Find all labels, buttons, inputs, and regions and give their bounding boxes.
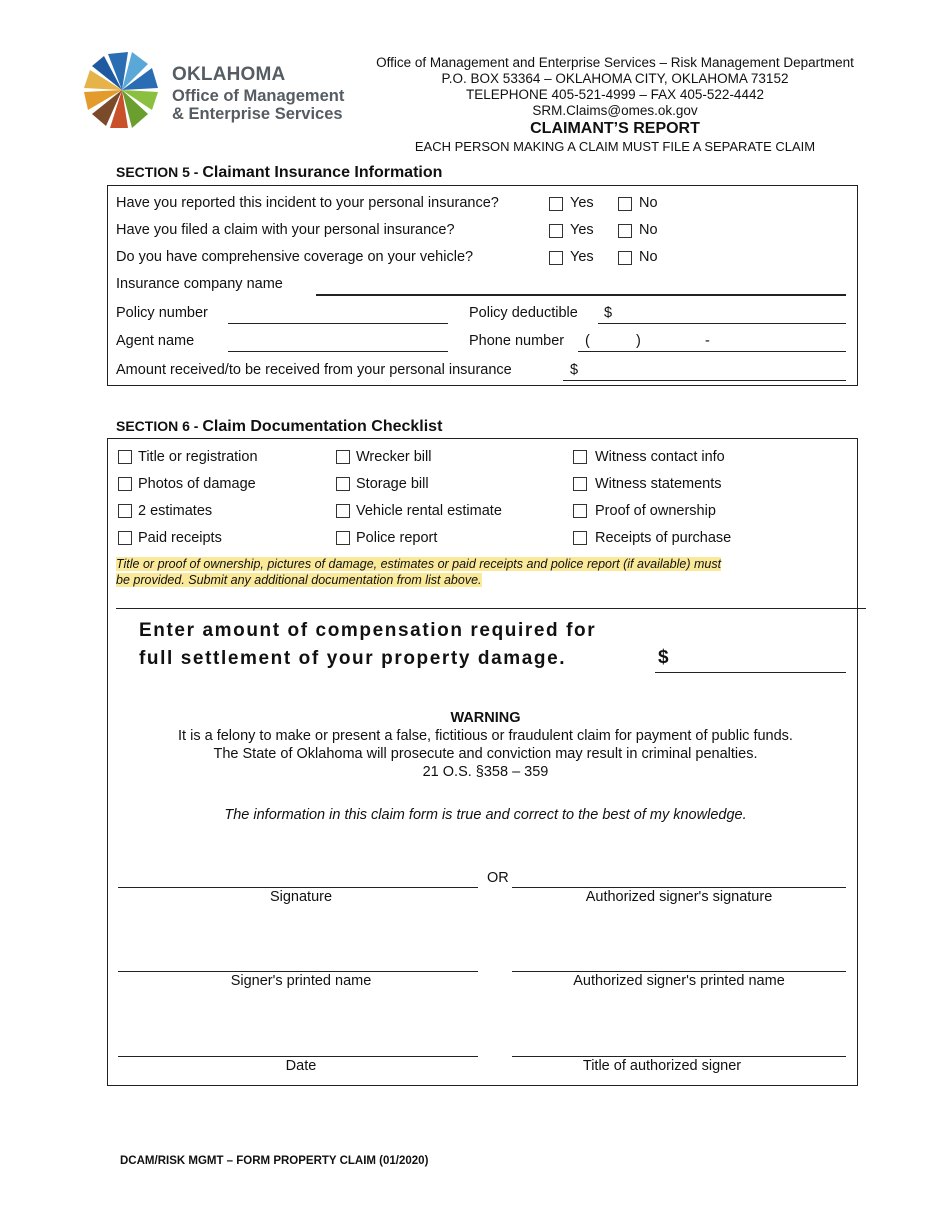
q2-no-checkbox[interactable]	[618, 224, 632, 238]
q3-yes-checkbox[interactable]	[549, 251, 563, 265]
checklist-item: 2 estimates	[138, 503, 213, 519]
amount-received-dollar: $	[570, 362, 579, 378]
printed-name-label: Signer's printed name	[230, 973, 372, 989]
documentation-note-line1: Title or proof of ownership, pictures of damage, estimates or paid receipts and police report (if available) must	[116, 557, 722, 571]
q2-yes-checkbox[interactable]	[549, 224, 563, 238]
checklist-title-registration-checkbox[interactable]	[118, 450, 132, 464]
section6-heading	[116, 418, 442, 436]
warning-line1: It is a felony to make or present a false, fictitious or fraudulent claim for payment of public funds.	[178, 728, 793, 744]
form-footer: DCAM/RISK MGMT – FORM PROPERTY CLAIM (01/2020)	[120, 1155, 429, 1167]
checklist-paid-receipts-checkbox[interactable]	[118, 531, 132, 545]
insurance-company-label: Insurance company name	[116, 276, 283, 292]
checklist-item: Receipts of purchase	[595, 530, 732, 546]
checklist-proof-ownership-checkbox[interactable]	[573, 504, 587, 518]
policy-deductible-label: Policy deductible	[469, 305, 578, 321]
checklist-item: Police report	[356, 530, 438, 546]
checklist-item: Vehicle rental estimate	[356, 503, 502, 519]
section5-heading	[116, 164, 442, 182]
checklist-item: Witness contact info	[595, 449, 725, 465]
or-label: OR	[487, 870, 509, 886]
phone-open-paren: (	[585, 333, 590, 349]
auth-printed-name-field[interactable]	[512, 971, 846, 972]
q1-yes-checkbox[interactable]	[549, 197, 563, 211]
printed-name-field[interactable]	[118, 971, 478, 972]
q3-yes-label: Yes	[570, 249, 594, 265]
auth-title-field[interactable]	[512, 1056, 846, 1057]
section6-title: Claim Documentation Checklist	[202, 418, 443, 435]
phone-number-label: Phone number	[469, 333, 565, 349]
logo-text-office: Office of Management	[172, 87, 345, 105]
signature-label: Signature	[269, 889, 333, 905]
auth-title-label: Title of authorized signer	[582, 1058, 742, 1074]
q2-no-label: No	[639, 222, 658, 238]
amount-received-label: Amount received/to be received from your personal insurance	[116, 362, 512, 378]
checklist-item: Paid receipts	[138, 530, 222, 546]
logo-text-enterprise: & Enterprise Services	[172, 105, 343, 123]
policy-deductible-field[interactable]	[598, 323, 846, 324]
logo-text-oklahoma: OKLAHOMA	[172, 64, 286, 85]
date-field[interactable]	[118, 1056, 478, 1057]
header-address: P.O. BOX 53364 – OKLAHOMA CITY, OKLAHOMA 73152	[441, 71, 789, 86]
auth-signature-label: Authorized signer's signature	[585, 889, 773, 905]
section6-prefix: SECTION 6 -	[116, 418, 203, 434]
checklist-receipts-purchase-checkbox[interactable]	[573, 531, 587, 545]
header-phone: TELEPHONE 405-521-4999 – FAX 405-522-4442	[466, 87, 764, 102]
phone-dash: -	[705, 333, 710, 349]
header-dept: Office of Management and Enterprise Services – Risk Management Department	[376, 55, 854, 70]
warning-line3: 21 O.S. §358 – 359	[422, 764, 549, 780]
amount-received-field[interactable]	[563, 380, 846, 381]
warning-title: WARNING	[450, 710, 521, 726]
q1-label: Have you reported this incident to your personal insurance?	[116, 195, 499, 211]
omes-logo	[82, 50, 362, 130]
documentation-note	[116, 556, 816, 588]
auth-signature-field[interactable]	[512, 887, 846, 888]
policy-deductible-dollar: $	[604, 305, 613, 321]
policy-number-field[interactable]	[228, 323, 448, 324]
checklist-item: Photos of damage	[138, 476, 256, 492]
q1-no-checkbox[interactable]	[618, 197, 632, 211]
checklist-item: Proof of ownership	[595, 503, 716, 519]
form-subtitle: EACH PERSON MAKING A CLAIM MUST FILE A SEPARATE CLAIM	[414, 139, 816, 154]
compensation-dollar: $	[658, 647, 669, 668]
form-title: CLAIMANT’S REPORT	[530, 120, 700, 137]
compensation-line1: Enter amount of compensation required for	[139, 620, 597, 641]
phone-close-paren: )	[636, 333, 641, 349]
checklist-item: Witness statements	[595, 476, 722, 492]
q3-no-label: No	[639, 249, 658, 265]
checklist-item: Storage bill	[356, 476, 429, 492]
documentation-note-line2: be provided. Submit any additional documentation from list above.	[116, 573, 482, 587]
policy-number-label: Policy number	[116, 305, 208, 321]
q2-yes-label: Yes	[570, 222, 594, 238]
agent-name-label: Agent name	[116, 333, 195, 349]
checklist-vehicle-rental-checkbox[interactable]	[336, 504, 350, 518]
checklist-2-estimates-checkbox[interactable]	[118, 504, 132, 518]
auth-printed-name-label: Authorized signer's printed name	[573, 973, 785, 989]
checklist-photos-damage-checkbox[interactable]	[118, 477, 132, 491]
section-divider	[116, 608, 866, 609]
compensation-amount-field[interactable]	[655, 672, 846, 673]
omes-star-icon	[82, 50, 162, 130]
checklist-storage-bill-checkbox[interactable]	[336, 477, 350, 491]
checklist-witness-contact-checkbox[interactable]	[573, 450, 587, 464]
checklist-police-report-checkbox[interactable]	[336, 531, 350, 545]
checklist-wrecker-bill-checkbox[interactable]	[336, 450, 350, 464]
header-email: SRM.Claims@omes.ok.gov	[532, 103, 698, 118]
phone-number-field[interactable]	[578, 351, 846, 352]
checklist-item: Wrecker bill	[356, 449, 432, 465]
insurance-company-field[interactable]	[316, 294, 846, 296]
section5-title: Claimant Insurance Information	[202, 164, 443, 181]
checklist-witness-statements-checkbox[interactable]	[573, 477, 587, 491]
agent-name-field[interactable]	[228, 351, 448, 352]
q1-no-label: No	[639, 195, 658, 211]
date-label: Date	[285, 1058, 317, 1074]
q3-no-checkbox[interactable]	[618, 251, 632, 265]
compensation-line2: full settlement of your property damage.	[139, 648, 567, 669]
attestation-text: The information in this claim form is true and correct to the best of my knowledge.	[224, 807, 747, 823]
warning-line2: The State of Oklahoma will prosecute and conviction may result in criminal penalties.	[213, 746, 758, 762]
section5-prefix: SECTION 5 -	[116, 164, 203, 180]
q3-label: Do you have comprehensive coverage on your vehicle?	[116, 249, 474, 265]
q2-label: Have you filed a claim with your personal insurance?	[116, 222, 455, 238]
q1-yes-label: Yes	[570, 195, 594, 211]
checklist-item: Title or registration	[138, 449, 258, 465]
signature-field[interactable]	[118, 887, 478, 888]
